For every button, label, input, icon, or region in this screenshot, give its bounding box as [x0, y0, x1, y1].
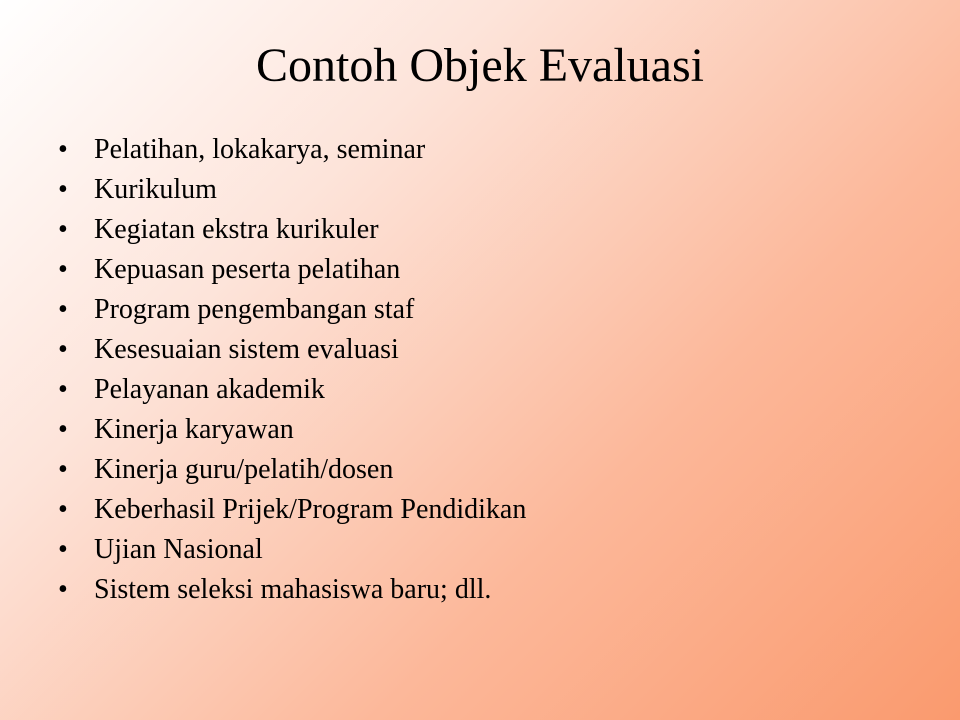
bullet-item [58, 330, 526, 370]
bullet-list [58, 130, 526, 610]
bullet-icon: • [58, 374, 68, 405]
bullet-item [58, 250, 526, 290]
bullet-text: Sistem seleksi mahasiswa baru; dll. [94, 574, 492, 605]
bullet-text: Ujian Nasional [94, 534, 263, 565]
bullet-text: Kinerja karyawan [94, 414, 294, 445]
bullet-icon: • [58, 414, 68, 445]
bullet-text: Kepuasan peserta pelatihan [94, 254, 401, 285]
bullet-icon: • [58, 174, 68, 205]
bullet-item [58, 210, 526, 250]
bullet-item [58, 170, 526, 210]
bullet-item [58, 490, 526, 530]
bullet-text: Kesesuaian sistem evaluasi [94, 334, 399, 365]
bullet-item [58, 370, 526, 410]
bullet-text: Kegiatan ekstra kurikuler [94, 214, 379, 245]
bullet-item [58, 290, 526, 330]
bullet-item [58, 410, 526, 450]
bullet-icon: • [58, 254, 68, 285]
bullet-icon: • [58, 454, 68, 485]
bullet-item [58, 450, 526, 490]
bullet-icon: • [58, 494, 68, 525]
bullet-icon: • [58, 134, 68, 165]
bullet-text: Program pengembangan staf [94, 294, 415, 325]
bullet-text: Keberhasil Prijek/Program Pendidikan [94, 494, 527, 525]
bullet-text: Kinerja guru/pelatih/dosen [94, 454, 394, 485]
bullet-item [58, 130, 526, 170]
bullet-icon: • [58, 334, 68, 365]
bullet-text: Pelatihan, lokakarya, seminar [94, 134, 426, 165]
bullet-icon: • [58, 214, 68, 245]
bullet-icon: • [58, 534, 68, 565]
bullet-icon: • [58, 574, 68, 605]
slide-title: Contoh Objek Evaluasi [256, 39, 704, 92]
bullet-text: Pelayanan akademik [94, 374, 325, 405]
bullet-item [58, 530, 526, 570]
bullet-icon: • [58, 294, 68, 325]
bullet-text: Kurikulum [94, 174, 217, 205]
bullet-item [58, 570, 526, 610]
